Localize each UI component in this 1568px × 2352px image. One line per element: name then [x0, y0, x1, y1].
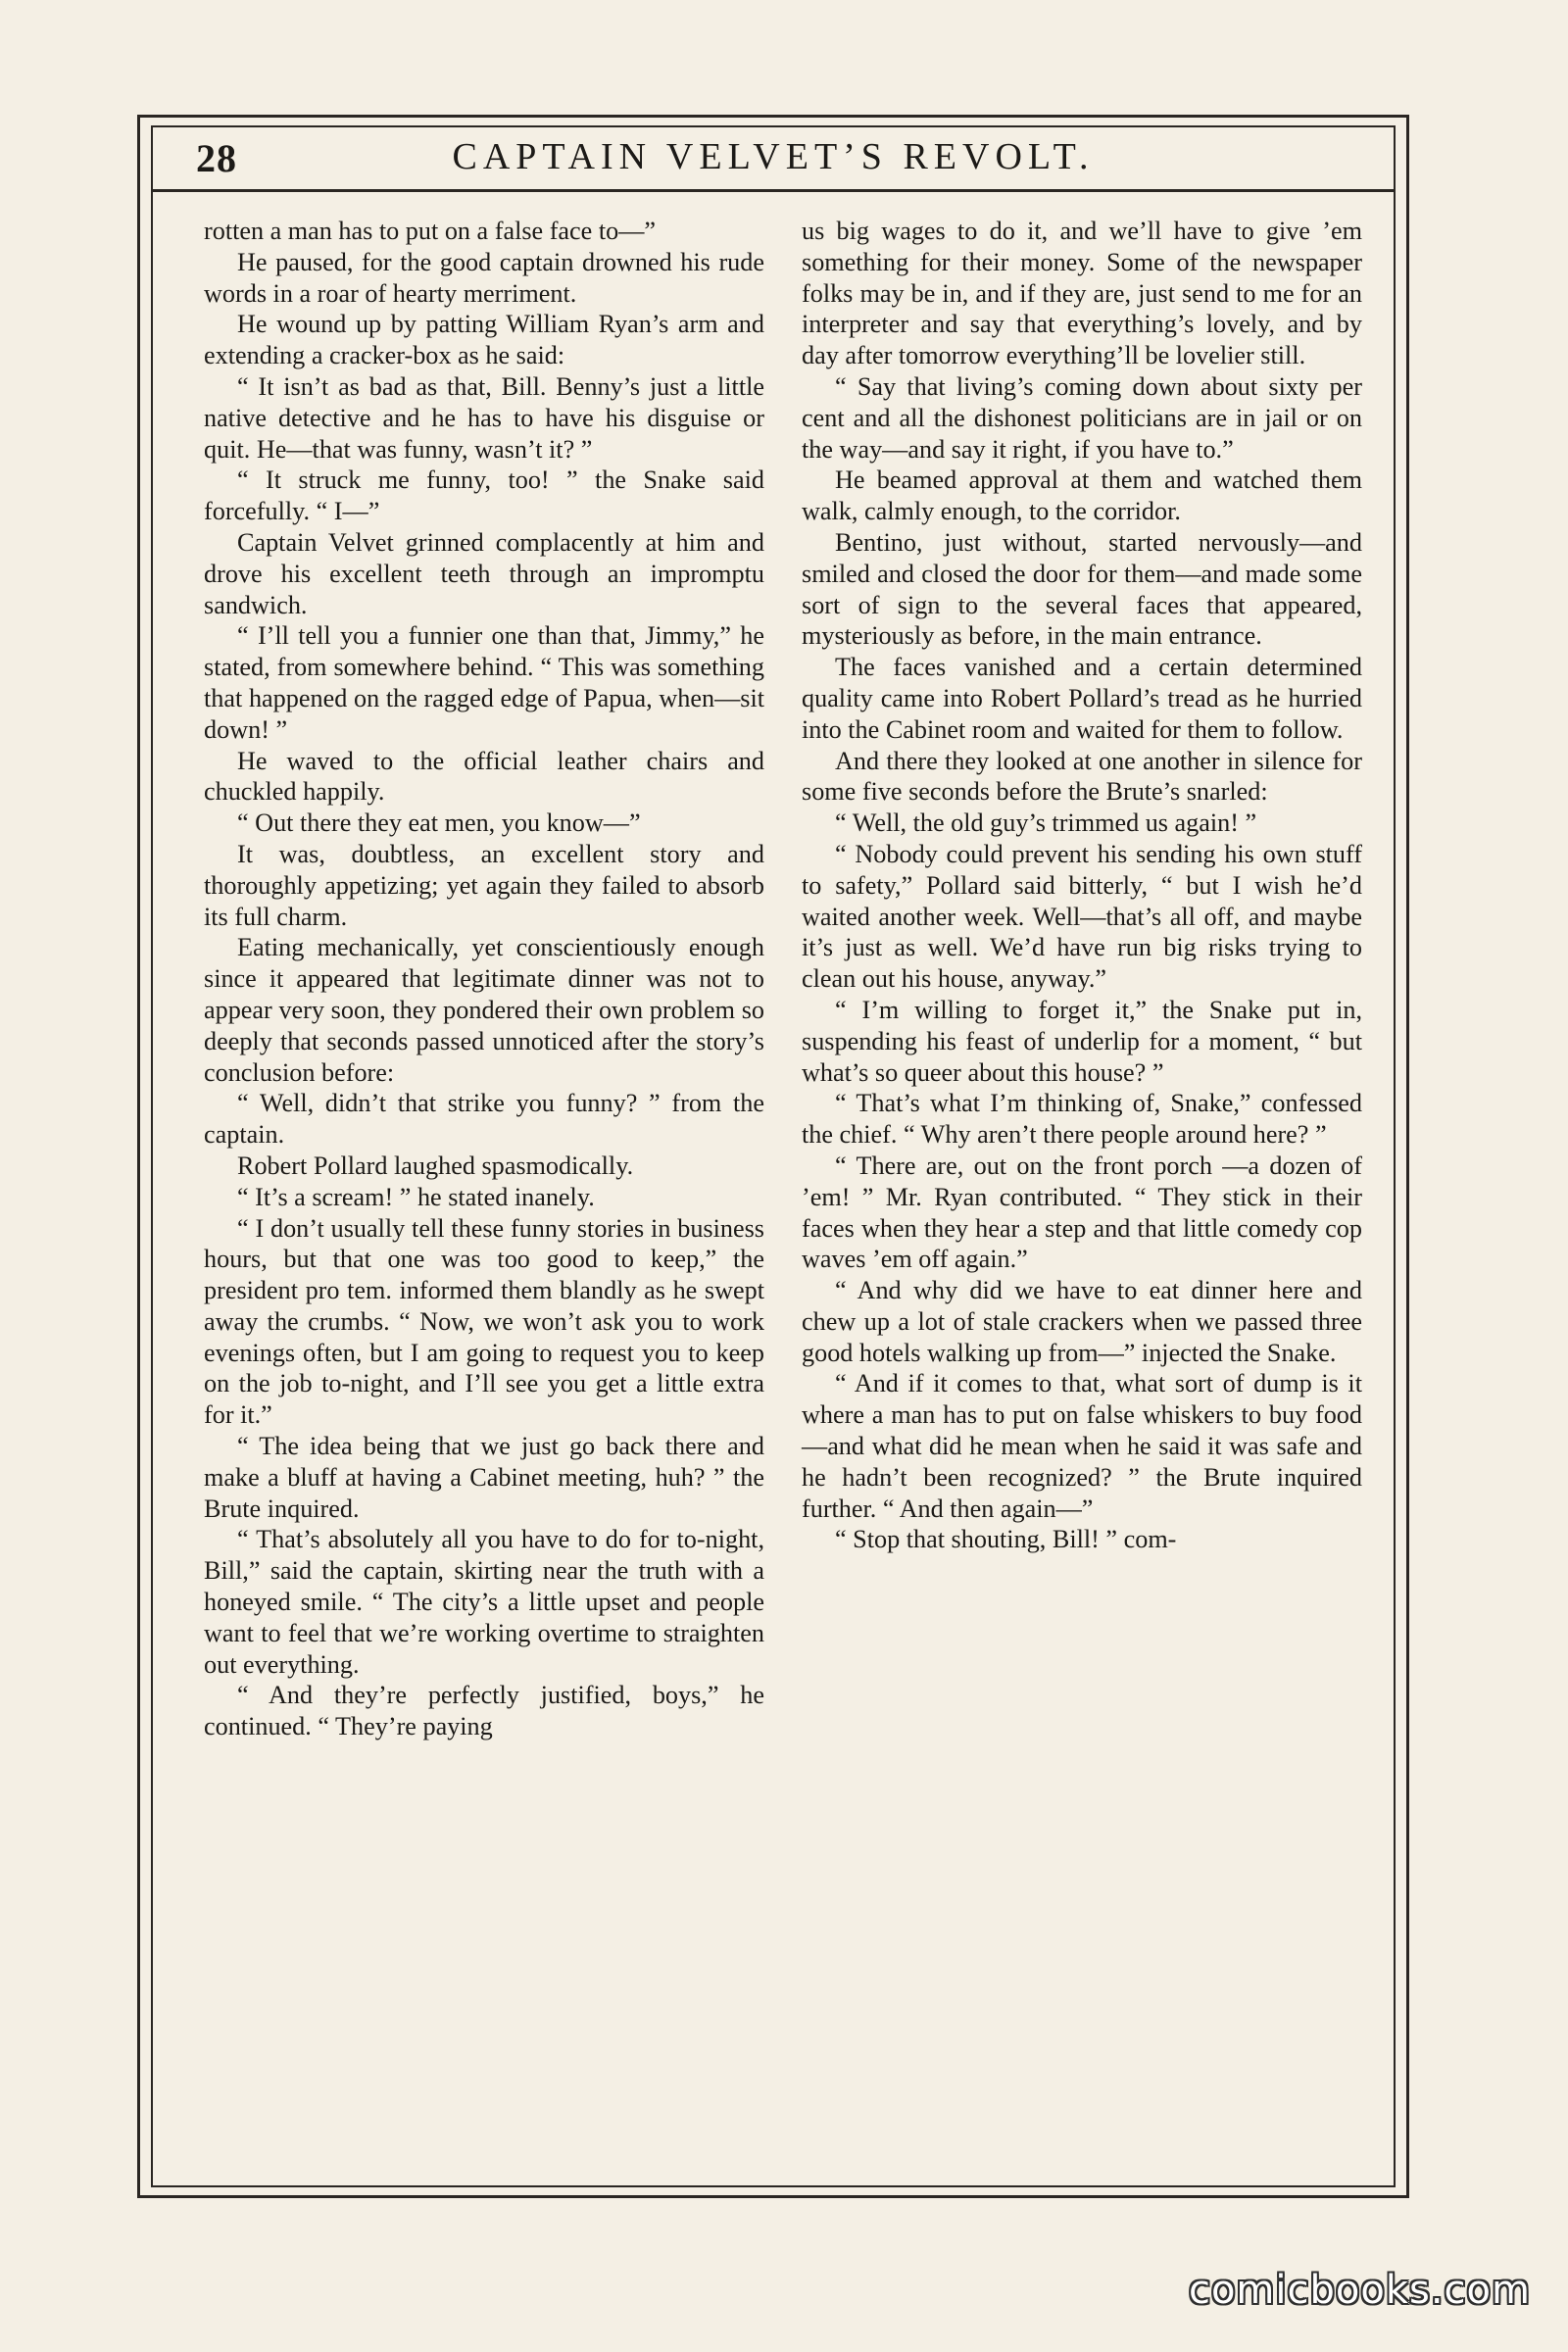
paragraph: “ It’s a scream! ” he stated inanely.	[237, 1182, 595, 1211]
paragraph: us big wages to do it, and we’ll have to give ’em something for their money. Some of the newspaper folks may be in, and if they are, just send to me for an interpreter and say that everything’s lovely, and by day after tomorrow everything’ll be lovelier still.	[802, 217, 1362, 370]
paragraph: “ I’ll tell you a funnier one than that, Jimmy,” he stated, from somewhere behind. “ This was something that happened on the ragged edge of Papua, when—sit down! ”	[204, 621, 764, 744]
paragraph: “ It struck me funny, too! ” the Snake said forcefully. “ I—”	[204, 466, 764, 526]
text-column-left	[204, 216, 764, 1742]
page-header	[153, 125, 1394, 192]
paragraph: It was, doubtless, an excellent story and thoroughly appetizing; yet again they failed to absorb its full charm.	[204, 839, 764, 931]
paragraph: “ Say that living’s coming down about sixty per cent and all the dishonest politicians are in jail or on the way—and say it right, if you have to.”	[802, 371, 1362, 464]
page-number: 28	[196, 136, 237, 180]
paragraph: He paused, for the good captain drowned his rude words in a roar of hearty merriment.	[204, 247, 764, 308]
paragraph: “ That’s what I’m thinking of, Snake,” confessed the chief. “ Why aren’t there people around here? ”	[802, 1089, 1362, 1150]
paragraph: “ There are, out on the front porch —a dozen of ’em! ” Mr. Ryan contributed. “ They stick in their faces when they hear a step and that little comedy cop waves ’em off again.”	[802, 1151, 1362, 1274]
paragraph: Captain Velvet grinned complacently at him and drove his excellent teeth through an impromptu sandwich.	[204, 527, 764, 619]
paragraph: Eating mechanically, yet conscientiously enough since it appeared that legitimate dinner was not to appear very soon, they pondered their own problem so deeply that seconds passed unnoticed after the story’s conclusion before:	[204, 933, 764, 1087]
text-column-right	[802, 216, 1362, 1555]
paragraph: “ I’m willing to forget it,” the Snake put in, suspending his feast of underlip for a moment, “ but what’s so queer about this house? ”	[802, 995, 1362, 1087]
paragraph: “ And why did we have to eat dinner here and chew up a lot of stale crackers when we passed three good hotels walking up from—” injected the Snake.	[802, 1276, 1362, 1367]
paragraph: rotten a man has to put on a false face to—”	[204, 217, 657, 245]
paragraph: He wound up by patting William Ryan’s arm and extending a cracker-box as he said:	[204, 310, 764, 370]
paragraph: “ Out there they eat men, you know—”	[237, 808, 641, 838]
paragraph: Bentino, just without, started nervously—and smiled and closed the door for them—and made some sort of sign to the several faces that appeared, mysteriously as before, in the main entrance.	[802, 527, 1362, 651]
paragraph: The faces vanished and a certain determined quality came into Robert Pollard’s tread as he hurried into the Cabinet room and waited for them to follow.	[802, 653, 1362, 744]
watermark: comicbooks.com	[1188, 2268, 1531, 2313]
paragraph: He beamed approval at them and watched them walk, calmly enough, to the corridor.	[802, 466, 1362, 526]
paragraph: “ Nobody could prevent his sending his own stuff to safety,” Pollard said bitterly, “ but I wish he’d waited another week. Well—that’s all off, and maybe it’s just as well. We’d have run big risks trying to clean out his house, anyway.”	[802, 839, 1362, 994]
paragraph: “ The idea being that we just go back there and make a bluff at having a Cabinet meeting, huh? ” the Brute inquired.	[204, 1432, 764, 1523]
paragraph: “ And if it comes to that, what sort of dump is it where a man has to put on false whiskers to buy food—and what did he mean when he said it was safe and he hadn’t been recognized? ” the Brute inquired further. “ And then again—”	[802, 1369, 1362, 1523]
paragraph: “ I don’t usually tell these funny stories in business hours, but that one was too good to keep,” the president pro tem. informed them blandly as he swept away the crumbs. “ Now, we won’t ask you to work evenings often, but I am going to request you to keep on the job to-night, and I’ll see you get a little extra for it.”	[204, 1213, 764, 1430]
paragraph: “ Well, didn’t that strike you funny? ” from the captain.	[204, 1089, 764, 1150]
paragraph: “ And they’re perfectly justified, boys,” he continued. “ They’re paying	[204, 1681, 764, 1741]
paragraph: Robert Pollard laughed spasmodically.	[237, 1151, 634, 1180]
paragraph: “ That’s absolutely all you have to do for to-night, Bill,” said the captain, skirting near the truth with a honeyed smile. “ The city’s a little upset and people want to feel that we’re working overtime to straighten out everything.	[204, 1525, 764, 1679]
paragraph: “ It isn’t as bad as that, Bill. Benny’s just a little native detective and he has to have his disguise or quit. He—that was funny, wasn’t it? ”	[204, 371, 764, 464]
paragraph: He waved to the official leather chairs and chuckled happily.	[204, 746, 764, 807]
running-title: CAPTAIN VELVET’S REVOLT.	[452, 136, 1095, 177]
paragraph: “ Well, the old guy’s trimmed us again! ”	[835, 808, 1257, 838]
paragraph: “ Stop that shouting, Bill! ” com-	[835, 1525, 1177, 1554]
paragraph: And there they looked at one another in silence for some five seconds before the Brute’s snarled:	[802, 746, 1362, 807]
